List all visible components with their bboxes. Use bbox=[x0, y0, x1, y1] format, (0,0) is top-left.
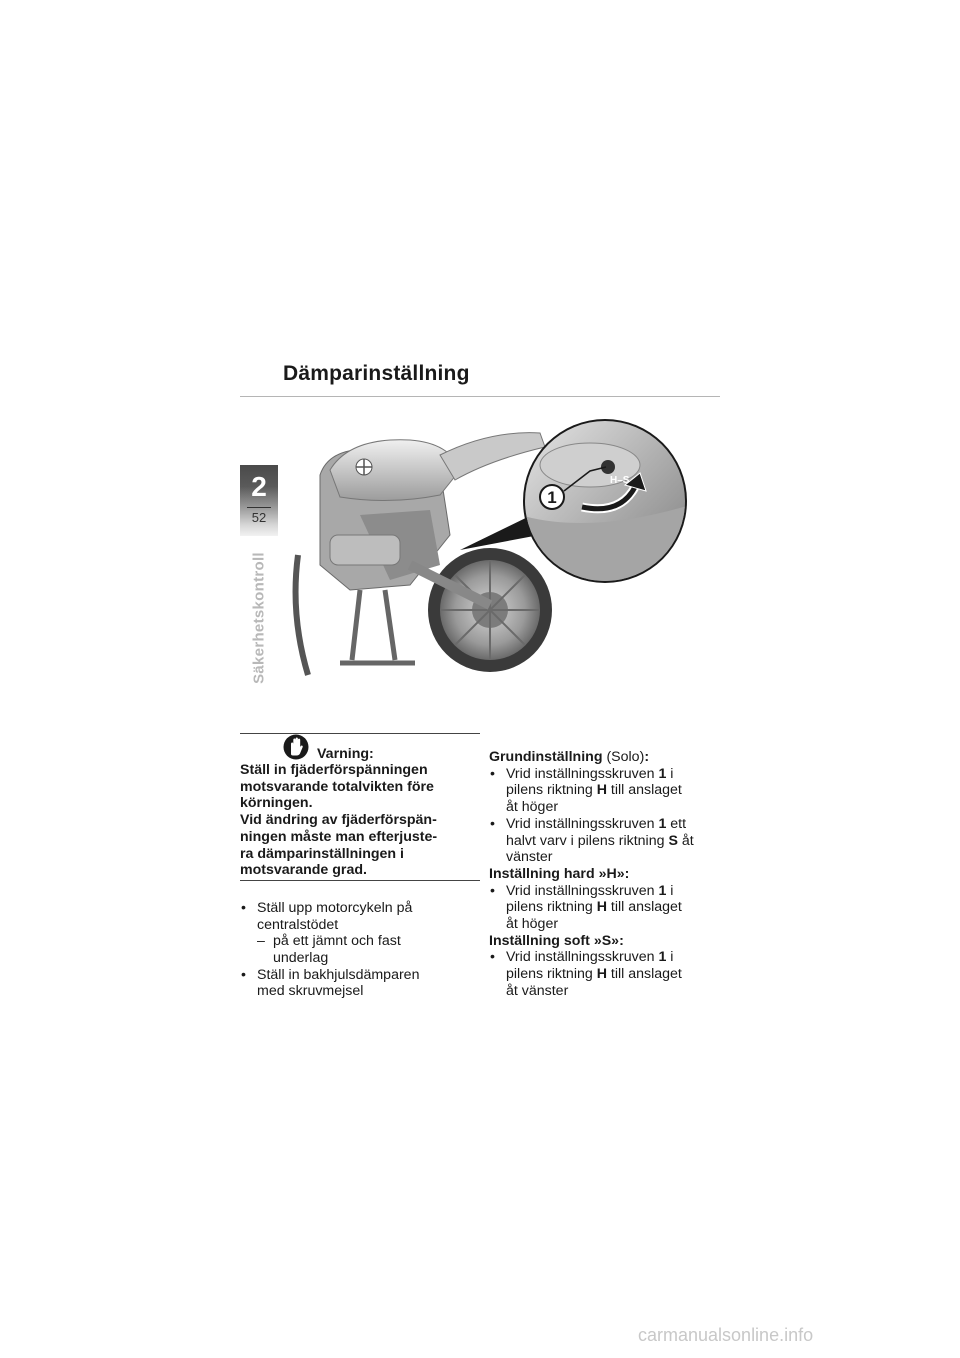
list-item: • Ställ in bakhjulsdämparen med skruvmejsel bbox=[241, 966, 420, 1000]
chapter-number: 2 bbox=[251, 471, 267, 502]
warning-line: motsvarande totalvikten före bbox=[240, 778, 434, 795]
right-column bbox=[489, 749, 719, 1000]
section-side-label: Säkerhetskontroll bbox=[250, 552, 268, 684]
callout-number: 1 bbox=[547, 488, 557, 507]
chapter-tab-divider bbox=[247, 507, 271, 508]
warning-line: körningen. bbox=[240, 795, 313, 812]
motorcycle-shock-illustration bbox=[290, 415, 690, 690]
soft-setting-heading: Inställning soft »S»: bbox=[489, 932, 624, 949]
list-item: • Vrid inställningsskruven 1 i pilens riktning H till anslaget åt höger bbox=[490, 882, 682, 933]
warning-hand-icon bbox=[283, 734, 309, 760]
warning-header bbox=[240, 734, 480, 762]
warning-line: Vid ändring av fjäderförspän- bbox=[240, 812, 437, 829]
page-title: Dämparinställning bbox=[283, 362, 470, 385]
list-subitem: – på ett jämnt och fast underlag bbox=[257, 933, 401, 967]
chapter-tab bbox=[240, 465, 278, 536]
knob-marking: H–S bbox=[610, 475, 630, 486]
warning-line: motsvarande grad. bbox=[240, 862, 367, 879]
hard-setting-heading: Inställning hard »H»: bbox=[489, 865, 630, 882]
page-number: 52 bbox=[251, 510, 267, 525]
list-item: • Vrid inställningsskruven 1 i pilens riktning H till anslaget åt vänster bbox=[490, 949, 682, 999]
title-divider bbox=[240, 396, 720, 397]
warning-line: Ställ in fjäderförspänningen bbox=[240, 762, 428, 778]
basic-setting-heading: Grundinställning (Solo): bbox=[489, 749, 650, 765]
warning-label: Varning: bbox=[317, 746, 374, 762]
list-item: • Vrid inställningsskruven 1 ett halvt varv i pilens riktning S åt vänster bbox=[490, 815, 694, 866]
warning-line: ningen måste man efterjuste- bbox=[240, 828, 438, 845]
list-item: • Ställ upp motorcykeln på centralstödet bbox=[241, 899, 413, 933]
list-item: • Vrid inställningsskruven 1 i pilens riktning H till anslaget åt höger bbox=[490, 765, 682, 816]
watermark: carmanualsonline.info bbox=[638, 1325, 814, 1345]
warning-text bbox=[240, 762, 480, 879]
warning-line: ra dämparinställningen i bbox=[240, 845, 404, 862]
warning-bottom-rule bbox=[240, 880, 480, 881]
left-column bbox=[240, 733, 480, 1000]
left-instruction-list bbox=[240, 900, 480, 1000]
